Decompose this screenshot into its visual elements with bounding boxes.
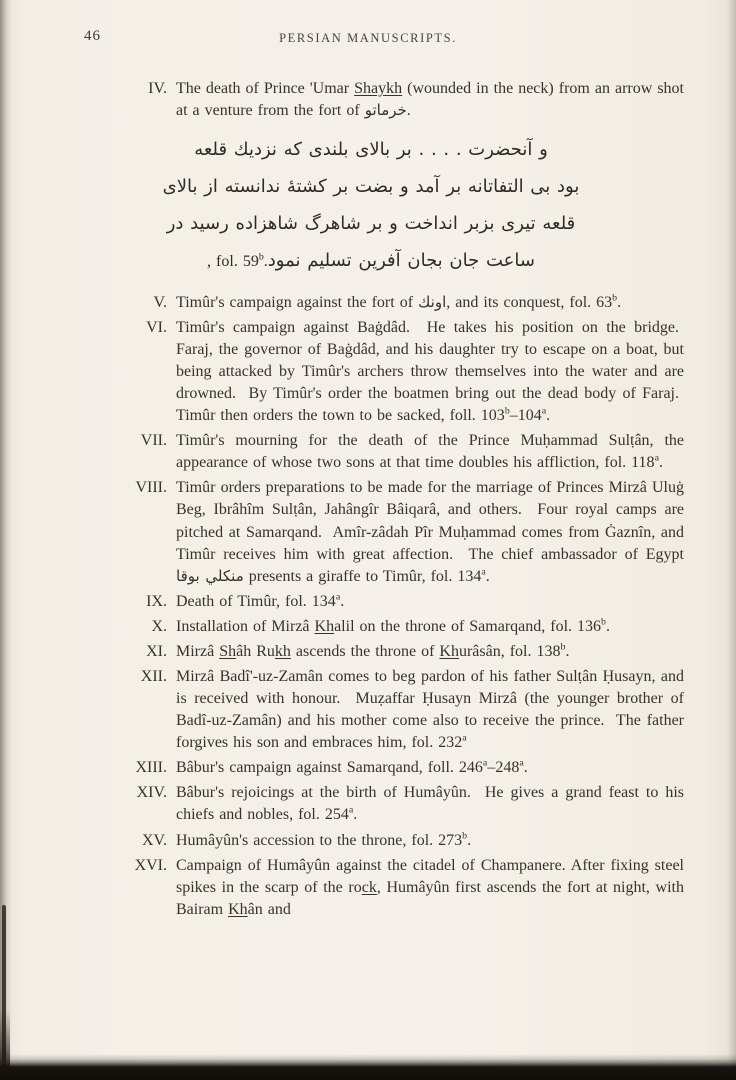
entry-text: Timûr orders preparations to be made for the marriage of Princes Mirzâ Uluġ Beg, Ibrâhîm Sulṭân, Jahângîr Bâiqarâ, and others. Four royal camps are pitched at Samarqand. Amîr-zâdah Pîr Muḥammad comes from Ġaznîn, and Timûr receives him with great affection. The chief ambassador of Egypt منكلي بوقا presents a giraffe to Timûr, fol. 134$^a$. <box>176 479 684 585</box>
entry-numeral: XIV. <box>136 784 167 802</box>
entry-numeral: IX. <box>146 592 167 610</box>
persian-quotation <box>58 132 684 280</box>
entry-text: Death of Timûr, fol. 134$^a$. <box>176 591 345 610</box>
entry <box>92 757 684 779</box>
entry <box>92 641 684 663</box>
entry <box>92 666 684 754</box>
entry-numeral: V. <box>153 293 167 311</box>
entry <box>92 477 684 587</box>
entry-text: Campaign of Humâyûn against the citadel of Champanere. After fixing steel spikes in the scarp of the rock, Humâyûn first ascends the fort at night, with Bairam Khân and <box>176 856 685 918</box>
entry-text: Timûr's campaign against the fort of اونك, and its conquest, fol. 63$^b$. <box>176 292 622 311</box>
entry-numeral: XIII. <box>135 759 167 777</box>
entry-numeral: VIII. <box>135 479 167 497</box>
entry <box>92 78 684 280</box>
running-title: PERSIAN MANUSCRIPTS. <box>279 31 457 45</box>
entry-numeral: VI. <box>146 318 167 336</box>
entry-numeral: IV. <box>148 80 167 97</box>
entry-list <box>92 78 684 921</box>
entry-text: Humâyûn's accession to the throne, fol. 273$^b$. <box>176 830 472 849</box>
entry-text: Timûr's campaign against Baġdâd. He takes his position on the bridge. Faraj, the governor of Baġdâd, and his daughter try to escape on a boat, but being attacked by Timûr's archers throw themselves into the water and are drowned. By Timûr's order the boatmen bring out the dead body of Faraj. Timûr then orders the town to be sacked, foll. 103$^b$–104$^a$. <box>176 318 684 425</box>
entry-numeral: XVI. <box>134 856 167 874</box>
scan-edge-left-line <box>2 905 6 1068</box>
persian-quotation-line: ساعت جان بجان آفرین تسلیم نمود, fol. 59$^b$. <box>207 249 535 271</box>
entry-numeral: XV. <box>141 831 167 849</box>
scan-edge-bottom <box>0 1054 736 1080</box>
entry <box>92 292 684 314</box>
persian-quotation-line: قلعه تیری بزبر انداخت و بر شاهرگ شاهزاده رسید در <box>166 212 576 234</box>
entry-text: Timûr's mourning for the death of the Prince Muḥammad Sulṭân, the appearance of whose two sons at that time doubles his affliction, fol. 118$^a$. <box>176 432 684 472</box>
page-header <box>0 0 736 54</box>
persian-quotation-line: بود بی التفاتانه بر آمد و بضت بر کشتهٔ ندانسته از بالای <box>162 176 580 198</box>
entry <box>92 616 684 638</box>
persian-quotation-line: و آنحضرت . . . . بر بالای بلندی که نزدیك قلعه <box>194 139 548 161</box>
entry <box>92 591 684 613</box>
entry-numeral: XI. <box>146 642 167 660</box>
entry <box>92 317 684 427</box>
entry-numeral: X. <box>151 617 167 635</box>
entry-text: Installation of Mirzâ Khalil on the throne of Samarqand, fol. 136$^b$. <box>176 616 610 635</box>
entry <box>92 855 684 921</box>
entry-numeral: VII. <box>140 432 167 450</box>
entry-numeral: XII. <box>140 667 167 685</box>
entry-text: The death of Prince 'Umar Shaykh (wounded in the neck) from an arrow shot at a venture from the fort of خرماتو. <box>176 80 684 120</box>
entry-text: Bâbur's campaign against Samarqand, foll. 246$^a$–248$^a$. <box>176 757 528 777</box>
scan-edge-right <box>727 0 736 1080</box>
entry-text: Mirzâ Badî'-uz-Zamân comes to beg pardon of his father Sulṭân Ḥusayn, and is received with honour. Muẓaffar Ḥusayn Mirzâ (the younger brother of Badî-uz-Zamân) and his mother come also to receive the prince. The father forgives his son and embraces him, fol. 232$^a$ <box>176 667 684 752</box>
page-number: 46 <box>84 28 101 44</box>
entry <box>92 782 684 826</box>
entry-text: Bâbur's rejoicings at the birth of Humâyûn. He gives a grand feast to his chiefs and nobles, fol. 254$^a$. <box>176 784 684 824</box>
entry <box>92 430 684 474</box>
entry <box>92 830 684 852</box>
entry-text: Mirzâ Shâh Rukh ascends the throne of Khurâsân, fol. 138$^b$. <box>176 641 570 660</box>
